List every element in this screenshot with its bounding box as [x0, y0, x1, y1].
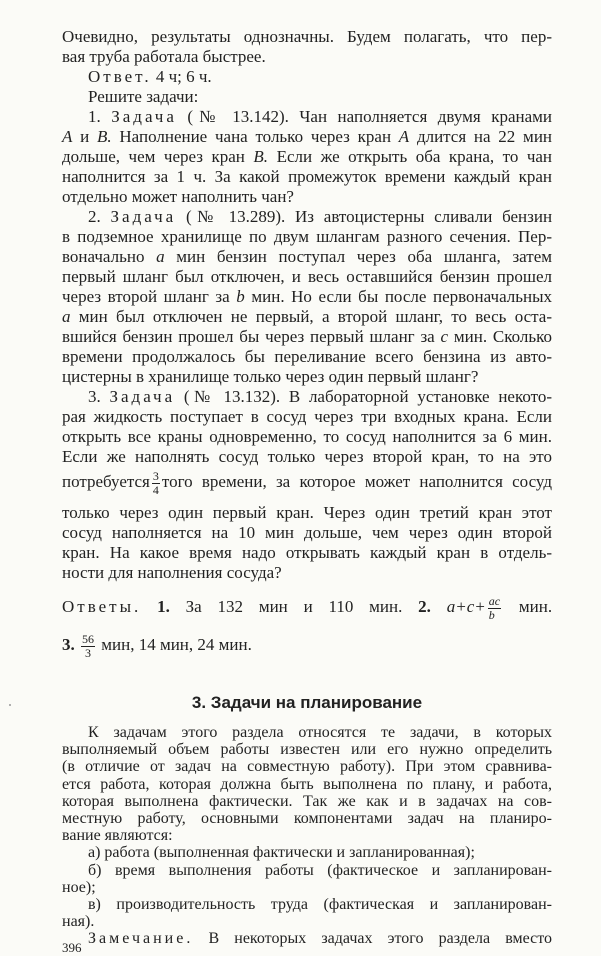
problem-2-line-3: воначально a мин бензин поступал через оба шланга, затем: [62, 247, 553, 266]
problem-3-line-2: рая жидкость поступает в сосуд через три входных крана. Если: [62, 407, 552, 426]
fraction-three-quarters: $\frac{3}{4}$: [152, 468, 159, 497]
problem-1-line-2: А и В. Наполнение чана только через кран А длится на 22 мин: [62, 127, 553, 146]
problem-3-line-3: открыть все краны одновременно, то сосуд наполнится за 6 мин.: [62, 427, 552, 446]
section-title: 3. Задачи на планирование: [191, 693, 423, 712]
problem-3-line-1: 3. Задача (№ 13.132). В лабораторной установке некото-: [88, 387, 553, 406]
problem-1-line-5: отдельно может наполнить чан?: [62, 187, 294, 206]
problem-2-line-8: времени продолжалось бы переливание всего бензина из авто-: [62, 347, 552, 366]
problem-2-line-7: вшийся бензин прошел бы через первый шланг за c мин. Сколько: [62, 327, 552, 346]
problem-2-line-4: первый шланг был отключен, и весь оставшийся бензин прошел: [62, 267, 552, 286]
problem-1-line-1: 1. Задача (№ 13.142). Чан наполняется двумя кранами: [88, 107, 553, 126]
problem-1-line-4: наполнится за 1 ч. За какой промежуток времени каждый кран: [62, 167, 552, 186]
problem-1-line-3: дольше, чем через кран В. Если же открыть оба крана, то чан: [62, 147, 553, 166]
section-line-7: вание являются:: [62, 827, 173, 845]
page-number: 396: [62, 940, 82, 956]
section-line-4: ется работа, которая должна быть выполнена по плану, и работа,: [62, 775, 552, 793]
problem-2-line-9: цистерны в хранилище только через один первый шланг?: [62, 367, 479, 386]
remark-line: Замечание. В некоторых задачах этого раздела вместо: [88, 930, 552, 948]
answer-label: Ответ.: [88, 67, 152, 86]
text-line: Очевидно, результаты однозначны. Будем полагать, что пер-: [62, 27, 552, 46]
answer-line: [88, 67, 552, 87]
problem-3-line-7: сосуд наполняется на 10 мин дольше, чем через один второй: [62, 523, 552, 542]
section-line-1: К задачам этого раздела относятся те задачи, в которых: [88, 724, 552, 741]
answer-text: 4 ч; 6 ч.: [155, 67, 212, 86]
problem-3-line-6: только через один первый кран. Через один третий кран этот: [62, 503, 552, 522]
section-line-5: которая выполнена фактически. Так же как и в задачах на сов-: [62, 792, 552, 810]
section-line-8: а) работа (выполненная фактически и запланированная);: [88, 844, 475, 862]
scan-speck: [9, 704, 11, 706]
problem-3-line-5: потребуется $\frac{3}{4}$ того времени, за которое может наполнится сосуд: [62, 468, 552, 497]
problem-2-line-1: 2. Задача (№ 13.289). Из автоцистерны сливали бензин: [88, 207, 553, 226]
section-line-6: местную работу, основными компонентами задач на планиро-: [62, 810, 552, 827]
section-line-9: б) время выполнения работы (фактическое и запланирован-: [88, 861, 552, 879]
problem-2-line-6: a мин был отключен не первый, а второй шланг, то весь оста-: [62, 307, 553, 326]
problem-2-line-5: через второй шланг за b мин. Но если бы после первоначальных: [62, 287, 553, 306]
section-line-10: ное);: [62, 878, 96, 896]
section-line-2: выполняемый объем работы известен или его нужно определить: [62, 741, 552, 759]
fraction-56-over-3: $\frac{56}{3}$: [82, 631, 94, 660]
section-line-3: (в отличие от задач на совместную работу). При этом сравнива-: [62, 758, 552, 776]
text-line: вая труба работала быстрее.: [62, 47, 266, 66]
section-line-11: в) производительность труда (фактическая и запланирован-: [88, 896, 552, 913]
fraction-ac-over-b: $\frac{ac}{b}$: [488, 593, 501, 622]
problem-3-line-8: кран. На какое время надо открывать каждый кран в отдель-: [62, 543, 552, 562]
problem-3-line-4: Если же наполнять сосуд только через второй кран, то на это: [62, 447, 552, 466]
answers-line-1: Ответы. 1. За 132 мин и 110 мин. 2. a+c+ $\frac{ac}{b}$ мин.: [62, 593, 553, 622]
section-line-12: ная).: [62, 913, 95, 931]
answers-line-2: 3. $\frac{56}{3}$ мин, 14 мин, 24 мин.: [62, 631, 252, 660]
problem-3-line-9: ности для наполнения сосуда?: [62, 563, 282, 582]
solve-heading: Решите задачи:: [88, 87, 199, 106]
problem-2-line-2: в подземное хранилище по двум шлангам разного сечения. Пер-: [62, 227, 552, 246]
